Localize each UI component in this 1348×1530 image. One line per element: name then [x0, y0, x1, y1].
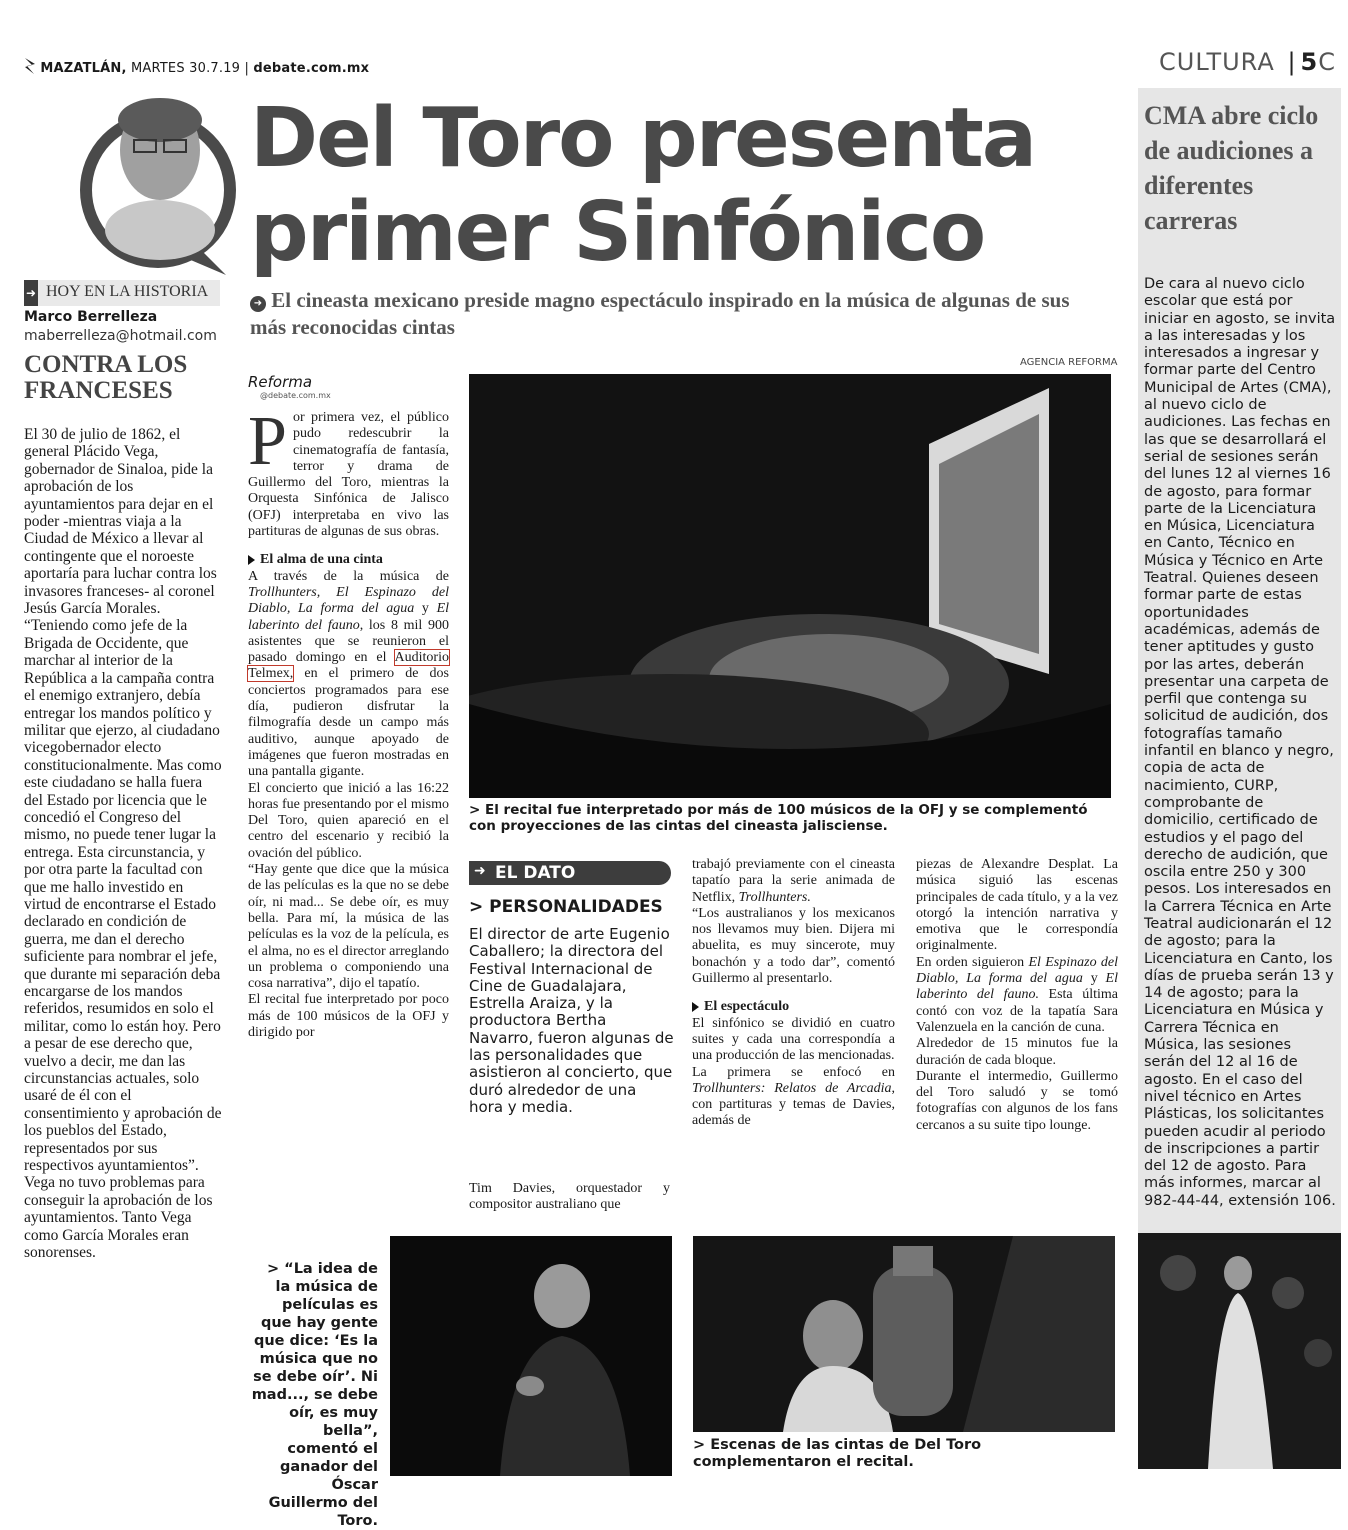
article-para5: El recital fue interpretado por poco más de 100 músicos de la OFJ y dirigido por [248, 992, 449, 1040]
columnist-portrait [76, 80, 236, 280]
arrow-icon [692, 1002, 699, 1012]
sidebar-title: CMA abre ciclo de audiciones a diferentes carreras [1144, 101, 1319, 235]
article-col3 [692, 857, 895, 1130]
venue-highlight: Auditorio Telmex, [248, 650, 449, 682]
arrow-right-icon: ➜ [26, 286, 37, 300]
article-col4 [916, 857, 1118, 1134]
subhead-espectaculo [692, 999, 895, 1015]
article-col1 [248, 403, 450, 1041]
header-site[interactable]: debate.com.mx [253, 61, 370, 76]
section-label: CULTURA | 5C [1159, 48, 1336, 76]
photo-film-scene [693, 1236, 1115, 1432]
article-para3: El concierto que inició a las 16:22 horas fue presentando por el mismo Del Toro, quien apareció en el centro del escenario y recibió la ovación del público. [248, 780, 449, 861]
article-para1: or primera vez, el público pudo redescubrir la cinematografía de fantasía, terror y drama de Guillermo del Toro, mientras la Orquesta Sinfónica de Jalisco (OFJ) interpretaba en vivo las partituras de algunas de sus obras. [248, 410, 449, 540]
header-date: MARTES 30.7.19 | [126, 61, 254, 76]
arrow-right-icon: ➜ [474, 863, 486, 879]
main-photo-caption: > El recital fue interpretado por más de 100 músicos de la OFJ y se complementó con proyecciones de las cintas del cineasta jalisciense. [469, 802, 1088, 834]
col4-para2-a: En orden siguieron [916, 954, 1029, 970]
photo-credit: AGENCIA REFORMA [1020, 357, 1118, 368]
col3-para4-a: La primera se enfocó en [692, 1064, 895, 1080]
para2-b: y [414, 601, 437, 617]
col3-para4-b: , con partituras y temas de Davies, además de [692, 1080, 895, 1129]
col4-para1: piezas de Alexandre Desplat. La música siguió las escenas principales de cada título, y a la vez otorgó la intención narrativa y emotiva que le correspondía originalmente. [916, 857, 1118, 954]
dato-body: El director de arte Eugenio Caballero; la directora del Festival Internacional de Cine de Guadalajara, Estrella Araiza, y la productora Bertha Navarro, fueron algunas de las personalidades que asistieron al concierto, que duró alrededor de una hora y media. [469, 925, 674, 1116]
main-photo-concert [469, 374, 1111, 798]
column-tag: HOY EN LA HISTORIA [46, 283, 209, 300]
col4-para4: Durante el intermedio, Guillermo del Toro saludó y se tomó fotografías con algunos de los fans cercanos a su suite tipo lounge. [916, 1068, 1118, 1133]
col3-para1-em: Trollhunters. [738, 889, 811, 905]
column-author: Marco Berrelleza [24, 309, 158, 325]
deck-text: El cineasta mexicano preside magno espectáculo inspirado en la música de algunas de sus más reconocidas cintas [250, 288, 1070, 339]
subhead-espectaculo-text: El espectáculo [704, 999, 790, 1015]
source-block [248, 373, 331, 400]
col4-para2-em2: El laberinto del fauno. [916, 971, 1118, 1003]
dato-label [469, 861, 671, 885]
photo-singer [1138, 1233, 1341, 1469]
subhead-alma [248, 552, 449, 568]
col3-para2: “Los australianos y los mexicanos nos llevamos muy bien. Dijera mi abuelita, es muy sincerote, muy bonachón y a todo dar”, comentó Guillermo al presentarlo. [692, 905, 895, 987]
circle-arrow-icon: ➜ [250, 296, 266, 312]
col4-para2-em1: El Espinazo del Diablo, La forma del agua [916, 954, 1118, 987]
para2-d: en el primero de dos conciertos programados para ese día, pudieron disfrutar la filmografía desde un campo más auditivo, aunque apoyado de imágenes que fueron mostradas en una pantalla gigante. [248, 666, 449, 780]
column-title-line1: CONTRA LOS [24, 351, 188, 378]
dato-tail: Tim Davies, orquestador y compositor australiano que [469, 1181, 670, 1213]
column-email[interactable]: maberrelleza@hotmail.com [24, 328, 217, 344]
col4-para2-b: y [1082, 971, 1106, 987]
col3-para4 [692, 1065, 895, 1130]
source-sub: @debate.com.mx [260, 391, 331, 400]
para2-a: A través de la música de [248, 568, 449, 584]
headline [250, 92, 1035, 280]
headline-line2: primer Sinfónico [250, 185, 985, 280]
subhead-alma-text: El alma de una cinta [260, 552, 383, 568]
col4-para2 [916, 955, 1118, 1036]
para2-films2: El laberinto del fauno [248, 601, 450, 633]
arrow-icon [248, 555, 255, 565]
dato-label-text: EL DATO [495, 863, 576, 883]
column-title-line2: FRANCESES [24, 377, 173, 404]
deck [250, 287, 1110, 341]
debate-logo-icon [24, 56, 36, 76]
para2-c: , los 8 mil 900 asistentes que se reunieron el pasado domingo en el [248, 617, 449, 666]
para2-films1: Trollhunters, El Espinazo del Diablo, La forma del agua [248, 584, 449, 617]
source-name: Reforma [248, 373, 313, 391]
col4-para2-c: Esta última contó con voz de la tapatía Sara Valenzuela en la canción de cuna. [916, 987, 1118, 1035]
sidebar-box [1138, 88, 1341, 1233]
photo-del-toro [390, 1236, 672, 1476]
col3-para1-a: trabajó previamente con el cineasta tapatío para la serie animada de Netflix, [692, 857, 895, 905]
page-letter: C [1318, 48, 1336, 76]
section-name: CULTURA [1159, 48, 1275, 76]
column-body-text: El 30 de julio de 1862, el general Plácido Vega, gobernador de Sinaloa, pide la aprobación de los ayuntamientos para dejar en el poder -mientras viaja a la Ciudad de México a llevar al contingente que el noroeste aportaría para luchar contra los invasores franceses- al coronel Jesús García Morales. “Teniendo como jefe de la Brigada de Occidente, que marchar al interior de la República a la campaña contra el enemigo extranjero, debía entregar los mandos político y militar que ejerzo, al ciudadano vicegobernador electo constitucionalmente. Mas como este ciudadano se halla fuera del Estado por licencia que le concedió el Congreso del mismo, no puede tener lugar la entrega. Esta circunstancia, y por otra parte la facultad con que me hallo investido en virtud de encontrarse el Estado declarado en condición de guerra, me dan el derecho suficiente para nombrar el jefe, que durante mi separación deba encargarse de los mandos referidos, resumidos en solo el militar, como lo están hoy. Pero a pesar de ese derecho que, vuelvo a decir, me dan las circunstancias actuales, solo usaré de él con el consentimiento y aprobación de los pueblos del Estado, representados por sus respectivos ayuntamientos”. Vega no tuvo problemas para conseguir la aprobación de los ayuntamientos. Tanto Vega como García Morales eran sonorenses. [24, 426, 222, 1262]
hoy-en-la-historia-tag [24, 280, 220, 306]
col3-para4-em: Trollhunters: Relatos de Arcadia [692, 1080, 892, 1096]
col3-para3: El sinfónico se dividió en cuatro suites y cada una correspondía a una producción de las mencionadas. [692, 1015, 895, 1064]
article-para4: “Hay gente que dice que la música de las películas es la que no se debe oír, ni mad... Se debe oír, es muy bella. Para mí, la música de las películas es la voz de la película, es el alma, no es el director arreglando un problema o componiendo una cosa narrativa”, dijo el tapatío. [248, 862, 449, 992]
dato-title: > PERSONALIDADES [469, 897, 663, 917]
column-title [24, 352, 187, 404]
bottom-photo-caption: > Escenas de las cintas de Del Toro complementaron el recital. [693, 1437, 982, 1470]
page-number: 5 [1300, 48, 1319, 76]
header-city: MAZATLÁN, [40, 61, 127, 76]
col4-para3: Alrededor de 15 minutos fue la duración de cada bloque. [916, 1036, 1118, 1068]
header-dateline [24, 56, 369, 76]
headline-line1: Del Toro presenta [250, 91, 1036, 186]
pull-quote: > “La idea de la música de películas es que hay gente que dice: ‘Es la música que no se debe oír’. Ni mad..., se debe oír, es muy bella”, comentó el ganador del Óscar Guillermo del Toro. [251, 1261, 378, 1529]
column-body [24, 426, 222, 1262]
article-para2 [248, 569, 449, 781]
col3-para1 [692, 857, 895, 906]
dropcap: P [248, 403, 287, 480]
sidebar-body: De cara al nuevo ciclo escolar que está por iniciar en agosto, se invita a las interesadas y los interesados a ingresar y formar parte del Centro Municipal de Artes (CMA), al nuevo ciclo de audiciones. Las fechas en las que se desarrollará el serial de sesiones serán del lunes 12 al viernes 16 de agosto, para formar parte de la Licenciatura en Música, Licenciatura en Canto, Técnico en Música y Técnico en Arte Teatral. Quienes deseen formar parte de estas oportunidades académicas, además de tener aptitudes y gusto por las artes, deberán presentar una carpeta de perfil que contenga su solicitud de audición, dos fotografías tamaño infantil en blanco y negro, copia de acta de nacimiento, CURP, comprobante de domicilio, certificado de estudios y el pago del derecho de audición, que oscila entre 250 y 300 pesos. Los interesados en la Carrera Técnica en Arte Teatral audicionarán el 12 de agosto; para la Licenciatura en Canto, los días de prueba serán 13 y 14 de agosto; para la Licenciatura en Música y Carrera Técnica en Música, las sesiones serán del 12 al 16 de agosto. En el caso del nivel técnico en Artes Plásticas, los solicitantes pueden acudir al periodo de inscripciones a partir del 12 de agosto. Para más informes, marcar al 982-44-44, extensión 106. [1144, 276, 1336, 1209]
